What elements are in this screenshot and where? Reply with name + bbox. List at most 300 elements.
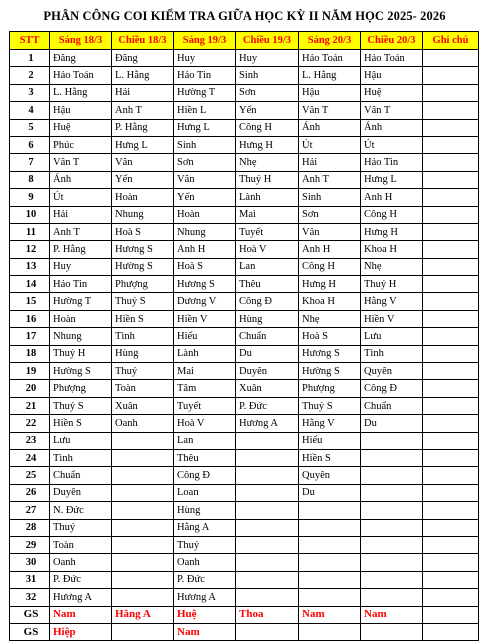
table-cell: Hằng A xyxy=(112,606,174,623)
table-cell: Huệ xyxy=(50,119,112,136)
table-cell xyxy=(423,258,479,275)
col-header-sang-18: Sáng 18/3 xyxy=(50,32,112,50)
table-cell xyxy=(423,484,479,501)
table-cell: Út xyxy=(361,136,423,153)
table-cell: Hằng V xyxy=(361,293,423,310)
table-cell: Hải xyxy=(299,154,361,171)
table-cell: Toàn xyxy=(50,536,112,553)
table-cell: Toàn xyxy=(112,380,174,397)
table-cell xyxy=(423,84,479,101)
row-number-cell: 2 xyxy=(10,67,50,84)
table-cell: N. Đức xyxy=(50,502,112,519)
table-row xyxy=(10,363,479,380)
table-cell: Hằng A xyxy=(174,519,236,536)
table-cell: Hoà S xyxy=(174,258,236,275)
table-cell: Hậu xyxy=(299,84,361,101)
table-cell xyxy=(112,571,174,588)
table-cell xyxy=(299,623,361,640)
table-cell xyxy=(423,449,479,466)
table-cell: P. Đức xyxy=(236,397,299,414)
table-cell xyxy=(361,554,423,571)
table-cell: Sơn xyxy=(236,84,299,101)
table-cell: Nhẹ xyxy=(361,258,423,275)
table-row xyxy=(10,589,479,606)
table-cell: Lan xyxy=(174,432,236,449)
table-cell: Khoa H xyxy=(299,293,361,310)
table-cell: Chuẩn xyxy=(50,467,112,484)
row-number-cell: 3 xyxy=(10,84,50,101)
table-row xyxy=(10,50,479,67)
table-cell xyxy=(423,189,479,206)
table-row xyxy=(10,571,479,588)
table-cell xyxy=(236,554,299,571)
table-cell: Hoà V xyxy=(236,241,299,258)
table-cell: Oanh xyxy=(174,554,236,571)
table-row xyxy=(10,310,479,327)
table-cell: Tình xyxy=(50,449,112,466)
table-cell xyxy=(423,171,479,188)
table-cell xyxy=(361,502,423,519)
table-cell: Hoàn xyxy=(174,206,236,223)
table-row xyxy=(10,119,479,136)
table-cell: Đăng xyxy=(50,50,112,67)
table-cell: Tuyết xyxy=(236,223,299,240)
table-cell: Thuý xyxy=(50,519,112,536)
table-row xyxy=(10,171,479,188)
table-cell: Út xyxy=(50,189,112,206)
row-number-cell: 6 xyxy=(10,136,50,153)
table-cell xyxy=(112,502,174,519)
table-cell: Lành xyxy=(174,345,236,362)
table-cell xyxy=(361,623,423,640)
table-cell xyxy=(112,623,174,640)
table-cell: Anh H xyxy=(299,241,361,258)
table-cell: Út xyxy=(299,136,361,153)
table-cell: Hường S xyxy=(112,258,174,275)
table-cell: Nhung xyxy=(174,223,236,240)
table-cell: Hường S xyxy=(50,363,112,380)
table-cell: Công H xyxy=(236,119,299,136)
table-cell: Hưng H xyxy=(299,276,361,293)
table-cell: Công Đ xyxy=(361,380,423,397)
table-cell xyxy=(112,554,174,571)
table-cell xyxy=(112,484,174,501)
row-number-cell: 18 xyxy=(10,345,50,362)
row-number-cell: 8 xyxy=(10,171,50,188)
table-cell: Mai xyxy=(236,206,299,223)
table-cell: Chuẩn xyxy=(361,397,423,414)
page-title: PHÂN CÔNG COI KIỂM TRA GIỮA HỌC KỲ II NĂM HỌC 2025- 2026 xyxy=(43,9,446,23)
table-cell: Vân xyxy=(299,223,361,240)
table-cell: Loan xyxy=(174,484,236,501)
table-row xyxy=(10,206,479,223)
row-number-cell: 9 xyxy=(10,189,50,206)
table-cell xyxy=(361,519,423,536)
table-cell: Lưu xyxy=(50,432,112,449)
table-cell: Huy xyxy=(236,50,299,67)
table-cell xyxy=(423,571,479,588)
table-cell: Hiền S xyxy=(299,449,361,466)
table-cell: Nam xyxy=(50,606,112,623)
table-cell: Sơn xyxy=(299,206,361,223)
table-cell: P. Hằng xyxy=(50,241,112,258)
table-cell xyxy=(423,345,479,362)
table-cell: Dương V xyxy=(174,293,236,310)
table-row xyxy=(10,519,479,536)
table-row xyxy=(10,136,479,153)
table-cell: Vân T xyxy=(361,102,423,119)
table-cell xyxy=(423,467,479,484)
row-number-cell: 11 xyxy=(10,223,50,240)
table-cell xyxy=(361,571,423,588)
table-cell: Phượng xyxy=(299,380,361,397)
table-cell: Đăng xyxy=(112,50,174,67)
table-row xyxy=(10,449,479,466)
table-cell xyxy=(299,554,361,571)
table-cell xyxy=(423,276,479,293)
table-cell xyxy=(236,467,299,484)
table-cell: Thêu xyxy=(236,276,299,293)
table-cell xyxy=(423,119,479,136)
row-number-cell: 20 xyxy=(10,380,50,397)
table-cell: Sinh xyxy=(236,67,299,84)
table-cell: Huy xyxy=(174,50,236,67)
table-cell: Thêu xyxy=(174,449,236,466)
table-cell: L. Hằng xyxy=(50,84,112,101)
table-cell: Hảo Tin xyxy=(361,154,423,171)
table-cell: P. Đức xyxy=(174,571,236,588)
table-row xyxy=(10,415,479,432)
row-number-cell: GS xyxy=(10,623,50,640)
table-cell xyxy=(112,449,174,466)
table-cell: Chuẩn xyxy=(236,328,299,345)
table-cell: Ánh xyxy=(361,119,423,136)
table-row xyxy=(10,258,479,275)
table-cell: Hùng xyxy=(174,502,236,519)
table-cell: Tình xyxy=(112,328,174,345)
table-cell: Khoa H xyxy=(361,241,423,258)
row-number-cell: 16 xyxy=(10,310,50,327)
table-row xyxy=(10,502,479,519)
table-cell: Hưng L xyxy=(361,171,423,188)
row-number-cell: 14 xyxy=(10,276,50,293)
table-cell xyxy=(423,589,479,606)
table-cell xyxy=(423,519,479,536)
table-cell xyxy=(361,467,423,484)
table-cell xyxy=(112,536,174,553)
col-header-chieu-18: Chiều 18/3 xyxy=(112,32,174,50)
table-cell: Công H xyxy=(361,206,423,223)
table-cell xyxy=(112,432,174,449)
table-cell: Hưng H xyxy=(236,136,299,153)
table-cell: Sơn xyxy=(174,154,236,171)
row-number-cell: 4 xyxy=(10,102,50,119)
table-cell: Hùng xyxy=(112,345,174,362)
table-cell: Hương A xyxy=(174,589,236,606)
table-cell: Huy xyxy=(50,258,112,275)
table-cell xyxy=(423,536,479,553)
row-number-cell: 24 xyxy=(10,449,50,466)
table-row xyxy=(10,241,479,258)
table-cell xyxy=(112,519,174,536)
table-cell xyxy=(423,50,479,67)
table-cell: Công Đ xyxy=(236,293,299,310)
table-row xyxy=(10,397,479,414)
row-number-cell: 10 xyxy=(10,206,50,223)
row-number-cell: 32 xyxy=(10,589,50,606)
table-cell: Hảo Tin xyxy=(50,276,112,293)
table-cell xyxy=(236,449,299,466)
table-row xyxy=(10,345,479,362)
table-row xyxy=(10,154,479,171)
table-cell xyxy=(423,293,479,310)
table-cell xyxy=(423,67,479,84)
table-cell: Ánh xyxy=(50,171,112,188)
table-cell: Oanh xyxy=(112,415,174,432)
table-cell: Oanh xyxy=(50,554,112,571)
table-cell xyxy=(299,589,361,606)
table-row xyxy=(10,536,479,553)
table-cell xyxy=(236,519,299,536)
table-cell: Phượng xyxy=(112,276,174,293)
table-cell: Anh T xyxy=(112,102,174,119)
table-cell: Hiệp xyxy=(50,623,112,640)
table-row xyxy=(10,189,479,206)
table-cell: Hưng H xyxy=(361,223,423,240)
table-cell: L. Hằng xyxy=(299,67,361,84)
table-cell: Phượng xyxy=(50,380,112,397)
table-row xyxy=(10,380,479,397)
table-cell: Hảo Toán xyxy=(50,67,112,84)
row-number-cell: 26 xyxy=(10,484,50,501)
table-row xyxy=(10,67,479,84)
table-cell: Hương S xyxy=(174,276,236,293)
table-cell: Nhung xyxy=(50,328,112,345)
table-cell: Hiền V xyxy=(174,310,236,327)
table-cell: Hiền S xyxy=(112,310,174,327)
table-cell: Sinh xyxy=(174,136,236,153)
row-number-cell: 29 xyxy=(10,536,50,553)
table-cell xyxy=(361,432,423,449)
assignment-table xyxy=(9,31,479,641)
table-cell xyxy=(236,502,299,519)
row-number-cell: 28 xyxy=(10,519,50,536)
row-number-cell: 27 xyxy=(10,502,50,519)
table-cell xyxy=(299,519,361,536)
col-header-ghi-chu: Ghi chú xyxy=(423,32,479,50)
row-number-cell: 22 xyxy=(10,415,50,432)
table-cell: Thuỷ H xyxy=(236,171,299,188)
table-cell xyxy=(423,397,479,414)
table-cell: Sinh xyxy=(299,189,361,206)
row-number-cell: GS xyxy=(10,606,50,623)
table-cell xyxy=(112,467,174,484)
table-cell: Vân T xyxy=(299,102,361,119)
table-cell: Ánh xyxy=(299,119,361,136)
table-cell xyxy=(423,502,479,519)
table-cell: Hảo Tin xyxy=(174,67,236,84)
table-cell xyxy=(236,571,299,588)
table-row xyxy=(10,623,479,640)
table-cell: Hùng xyxy=(236,310,299,327)
table-cell: Hương S xyxy=(299,345,361,362)
table-cell xyxy=(299,502,361,519)
table-cell: Yến xyxy=(174,189,236,206)
table-cell: Du xyxy=(361,415,423,432)
table-cell xyxy=(423,154,479,171)
table-cell: Thuỷ S xyxy=(50,397,112,414)
table-cell: Mai xyxy=(174,363,236,380)
table-cell xyxy=(423,623,479,640)
table-cell: Công Đ xyxy=(174,467,236,484)
table-cell xyxy=(236,623,299,640)
table-cell: Nhung xyxy=(112,206,174,223)
table-cell: Hoà S xyxy=(299,328,361,345)
table-cell: Vân xyxy=(112,154,174,171)
table-row xyxy=(10,606,479,623)
table-cell: Hậu xyxy=(50,102,112,119)
table-cell: P. Hằng xyxy=(112,119,174,136)
table-cell: Hải xyxy=(50,206,112,223)
table-cell: Tuyết xyxy=(174,397,236,414)
table-cell: Thuỷ H xyxy=(361,276,423,293)
table-cell: Nam xyxy=(361,606,423,623)
table-cell: Hoà V xyxy=(174,415,236,432)
table-cell xyxy=(423,380,479,397)
table-cell xyxy=(361,449,423,466)
table-cell: Hiền V xyxy=(361,310,423,327)
table-cell: Thuý xyxy=(112,363,174,380)
table-cell: Thuỷ S xyxy=(299,397,361,414)
row-number-cell: 30 xyxy=(10,554,50,571)
table-cell: Hường T xyxy=(174,84,236,101)
table-cell: Công H xyxy=(299,258,361,275)
table-cell xyxy=(423,136,479,153)
table-row xyxy=(10,102,479,119)
col-header-sang-19: Sáng 19/3 xyxy=(174,32,236,50)
table-row xyxy=(10,484,479,501)
table-cell xyxy=(299,536,361,553)
row-number-cell: 23 xyxy=(10,432,50,449)
table-row xyxy=(10,328,479,345)
table-cell: Hoà S xyxy=(112,223,174,240)
table-cell xyxy=(236,536,299,553)
table-cell: Thoa xyxy=(236,606,299,623)
table-cell: Hậu xyxy=(361,67,423,84)
table-cell: Duyên xyxy=(236,363,299,380)
table-cell xyxy=(423,328,479,345)
table-cell: Thuỷ H xyxy=(50,345,112,362)
col-header-chieu-19: Chiều 19/3 xyxy=(236,32,299,50)
table-cell xyxy=(236,484,299,501)
table-cell: Huệ xyxy=(361,84,423,101)
table-cell: Hường S xyxy=(299,363,361,380)
table-cell: Hương S xyxy=(112,241,174,258)
table-cell xyxy=(423,241,479,258)
table-cell: Hiếu xyxy=(174,328,236,345)
row-number-cell: 13 xyxy=(10,258,50,275)
table-cell: Xuân xyxy=(112,397,174,414)
table-cell xyxy=(236,589,299,606)
table-cell: Hương A xyxy=(50,589,112,606)
col-header-sang-20: Sáng 20/3 xyxy=(299,32,361,50)
table-cell: Anh T xyxy=(50,223,112,240)
table-cell: Anh H xyxy=(361,189,423,206)
table-cell: Thuý xyxy=(174,536,236,553)
table-cell: Hảo Toán xyxy=(299,50,361,67)
table-cell: Hiền S xyxy=(50,415,112,432)
table-cell: Hiền L xyxy=(174,102,236,119)
table-cell: Lành xyxy=(236,189,299,206)
table-cell: Hương A xyxy=(236,415,299,432)
col-header-stt: STT xyxy=(10,32,50,50)
table-cell xyxy=(361,589,423,606)
table-cell xyxy=(423,606,479,623)
table-cell xyxy=(361,484,423,501)
table-row xyxy=(10,432,479,449)
table-row xyxy=(10,276,479,293)
row-number-cell: 15 xyxy=(10,293,50,310)
row-number-cell: 12 xyxy=(10,241,50,258)
table-cell: Anh H xyxy=(174,241,236,258)
table-cell: Yến xyxy=(236,102,299,119)
row-number-cell: 7 xyxy=(10,154,50,171)
table-cell: Tình xyxy=(361,345,423,362)
table-cell: Vân xyxy=(174,171,236,188)
table-row xyxy=(10,467,479,484)
table-cell xyxy=(112,589,174,606)
table-cell: Hưng L xyxy=(174,119,236,136)
table-cell: Yến xyxy=(112,171,174,188)
table-cell: Thuỷ S xyxy=(112,293,174,310)
table-cell xyxy=(299,571,361,588)
table-cell xyxy=(423,415,479,432)
table-cell: Quyên xyxy=(361,363,423,380)
table-cell xyxy=(236,432,299,449)
table-cell xyxy=(423,554,479,571)
row-number-cell: 31 xyxy=(10,571,50,588)
row-number-cell: 1 xyxy=(10,50,50,67)
table-cell xyxy=(423,432,479,449)
table-row xyxy=(10,293,479,310)
row-number-cell: 19 xyxy=(10,363,50,380)
row-number-cell: 25 xyxy=(10,467,50,484)
table-cell: Duyên xyxy=(50,484,112,501)
table-cell xyxy=(423,223,479,240)
table-cell: Hường T xyxy=(50,293,112,310)
table-row xyxy=(10,223,479,240)
table-cell: Tâm xyxy=(174,380,236,397)
row-number-cell: 5 xyxy=(10,119,50,136)
table-cell: Quyên xyxy=(299,467,361,484)
table-cell: Hoàn xyxy=(50,310,112,327)
table-cell xyxy=(423,102,479,119)
table-cell: Du xyxy=(299,484,361,501)
table-cell: Nhẹ xyxy=(299,310,361,327)
table-cell xyxy=(423,206,479,223)
table-cell: L. Hằng xyxy=(112,67,174,84)
table-cell: Phúc xyxy=(50,136,112,153)
table-cell: Hưng L xyxy=(112,136,174,153)
table-cell: Hải xyxy=(112,84,174,101)
table-cell xyxy=(361,536,423,553)
table-cell: Lưu xyxy=(361,328,423,345)
table-cell: Du xyxy=(236,345,299,362)
table-cell: Hiếu xyxy=(299,432,361,449)
table-cell: Hằng V xyxy=(299,415,361,432)
table-cell: Nhẹ xyxy=(236,154,299,171)
table-cell: Vân T xyxy=(50,154,112,171)
